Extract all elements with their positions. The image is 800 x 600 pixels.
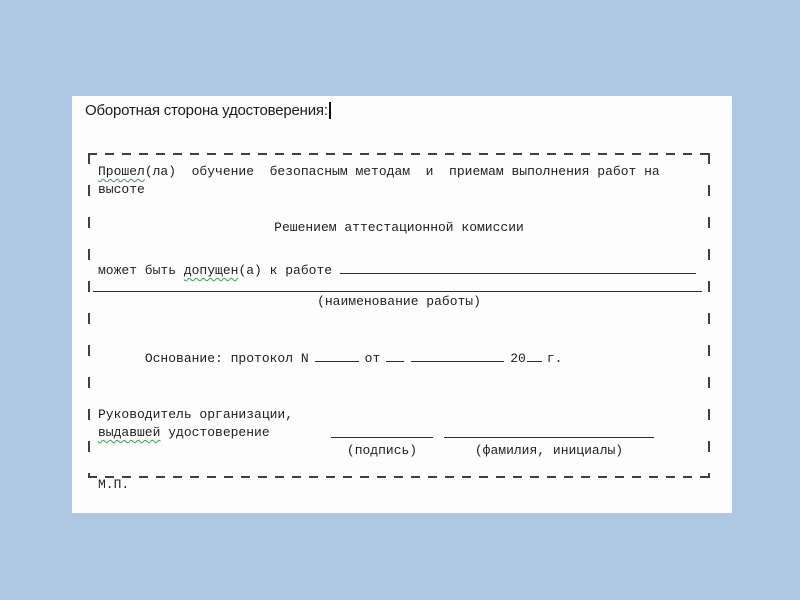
year-blank (527, 349, 542, 362)
month-blank (411, 349, 504, 362)
head-of-organization-line-2 (98, 424, 320, 442)
document-title-row[interactable] (85, 100, 331, 120)
commission-line: Решением аттестационной комиссии (274, 220, 524, 235)
basis-label: Основание: протокол N (144, 351, 309, 366)
signature-row (98, 424, 700, 442)
signature-caption: (подпись) (346, 443, 418, 458)
protocol-number-blank (315, 349, 359, 362)
signature-blank (331, 437, 433, 438)
signature-captions-row (98, 442, 700, 460)
training-line-1 (98, 163, 700, 181)
basis-ot-label: от (364, 351, 381, 366)
admission-text-suffix: (а) к работе (238, 263, 333, 278)
certificate-form-box (88, 153, 710, 492)
misspelled-word-proshel: Прошел (98, 164, 145, 179)
year-prefix: 20 (510, 351, 526, 366)
misspelled-word-vydavshej: выдавшей (98, 425, 161, 440)
document-page[interactable] (72, 96, 732, 513)
work-name-blank-line-1 (340, 261, 696, 274)
admission-line (98, 261, 700, 280)
misspelled-word-dopuschen: допущен (183, 263, 239, 278)
document-title: Оборотная сторона удостоверения: (85, 101, 328, 119)
work-name-blank-line-2 (93, 291, 702, 292)
admission-text-prefix: может быть (98, 263, 184, 278)
day-blank (386, 349, 404, 362)
name-caption: (фамилия, инициалы) (474, 443, 624, 458)
head-of-organization-line-1: Руководитель организации, (98, 407, 294, 422)
name-blank (444, 437, 654, 438)
year-suffix: г. (546, 351, 563, 366)
text-cursor (329, 102, 332, 119)
work-name-caption: (наименование работы) (317, 294, 481, 309)
training-line-1-text: (ла) обучение безопасным методам и приемам выполнения работ на (144, 164, 660, 179)
training-line-2: высоте (98, 182, 145, 197)
head-line-2-text: удостоверение (160, 425, 270, 440)
stamp-mark: М.П. (98, 477, 130, 492)
basis-line (98, 331, 700, 386)
